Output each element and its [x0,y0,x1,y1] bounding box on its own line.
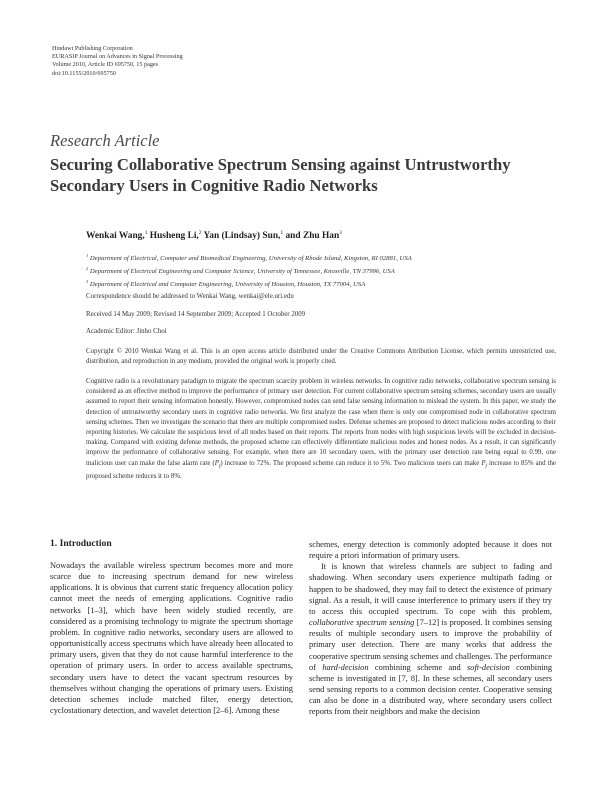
paragraph-text: It is known that wireless channels are subject to fading and shadowing. When secondary users experience multipath fading or happen to be shadowed, they may fail to detect the existence of primary signal. As a result, it will cause interference to primary users if they try to access this occupied spectrum. To cope with this problem, [309,562,552,616]
author-name: Yan (Lindsay) Sun, [201,231,281,242]
volume-info: Volume 2010, Article ID 695750, 15 pages [52,61,159,69]
affiliation-mark: 2 [86,266,89,272]
math-symbol: P [481,459,486,467]
affiliation [86,277,412,290]
publisher-info [52,45,183,78]
academic-editor: Academic Editor: Jinho Choi [86,328,167,335]
paragraph-text: combining scheme and [368,662,468,672]
affiliation-list [86,251,412,291]
copyright-notice: Copyright © 2010 Wenkai Wang et al. This is an open access article distributed under the Creative Commons Attribution License, which permits unrestricted use, distribution, and reproduction in any medium, provided the original work is properly cited. [86,348,556,365]
body-column-right [309,539,552,718]
author-list [86,230,342,241]
author-affil-mark: 1 [144,230,148,236]
paragraph [309,561,552,717]
affiliation-text: Department of Electrical, Computer and Biomedical Engineering, University of Rhode Island, Kingston, RI 02881, USA [88,255,412,263]
abstract-text: Cognitive radio is a revolutionary paradigm to migrate the spectrum scarcity problem in wireless networks. In cognitive radio networks, collaborative spectrum sensing is considered as an effective method to improve the performance of primary user detection. For current collaborative spectrum sensing schemes, secondary users are usually assumed to report their sensing information honestly. However, compromised nodes can send false sensing information to mislead the system. In this paper, we study the detection of untrustworthy secondary users in cognitive radio networks. We first analyze the case when there is only one compromised node in collaborative spectrum sensing schemes. Then we investigate the scenario that there are multiple compromised nodes. Defense schemes are proposed to detect malicious nodes according to their reporting histories. We calculate the suspicious level of all nodes based on their reports. The reports from nodes with high suspicious levels will be excluded in decision-making. Compared with existing defense methods, the proposed scheme can effectively differentiate malicious nodes and honest nodes. As a result, it can significantly improve the performance of collaborative sensing. For example, when there are 10 secondary users, with the primary user detection rate being equal to 0.99, one malicious user can make the false alarm rate ( [86,378,556,467]
affiliation-mark: 3 [86,279,89,285]
abstract [86,377,556,482]
author-name: Wenkai Wang, [86,231,145,242]
abstract-text: increase to 85% and the proposed scheme reduces it to 8%. [86,459,556,481]
paragraph: Nowadays the available wireless spectrum becomes more and more scarce due to increasing spectrum demand for new wireless applications. It is obvious that current static frequency allocation policy cannot meet the needs of emerging applications. Cognitive radio networks [1–3], which have been widely studied recently, are considered as a promising technology to migrate the spectrum shortage problem. In cognitive radio networks, secondary users are allowed to opportunistically access spectrums which have already been allocated to primary users, given that they do not cause harmful interference to the operation of primary users. In order to access available spectrums, secondary users have to detect the vacant spectrum resources by themselves without changing the operations of primary users. Existing detection schemes include matched filter, energy detection, cyclostationary detection, and wavelet detection [2–6]. Among these [50,561,293,716]
paragraph: schemes, energy detection is commonly adopted because it does not require a priori information of primary users. [309,540,552,561]
journal-name: EURASIP Journal on Advances in Signal Processing [52,53,183,61]
correspondence: Correspondence should be addressed to Wenkai Wang, wenkai@ele.uri.edu [86,293,294,300]
doi[interactable]: doi:10.1155/2010/695750 [52,69,116,77]
paragraph-text: [7–12] is proposed. It combines sensing results of multiple secondary users to improve the probability of primary user detection. There are many works that address the cooperative spectrum sensing schemes and challenges. The performance of [309,618,552,672]
author-name: and Zhu Han [283,231,340,242]
paper-title: Securing Collaborative Spectrum Sensing against Untrustworthy Secondary Users in Cognitive Radio Networks [50,155,511,195]
abstract-text: ) increase to 72%. The proposed scheme can reduce it to 5%. Two malicious users can make [220,459,482,467]
affiliation-mark: 1 [86,253,89,258]
paragraph-text: combining scheme is investigated in [7, 8]. In these schemes, all secondary users send sensing reports to a common decision center. Cooperative sensing can also be done in a distributed way, where secondary users collect reports from their neighbors and make the decision [309,662,553,717]
affiliation [86,264,412,277]
affiliation [86,251,412,264]
received-dates: Received 14 May 2009; Revised 14 September 2009; Accepted 1 October 2009 [86,311,306,318]
math-subscript: f [218,464,221,469]
author-name: Husheng Li, [147,231,199,242]
affiliation-text: Department of Electrical and Computer Engineering, University of Houston, Houston, TX 77004, USA [88,281,366,289]
affiliation-text: Department of Electrical Engineering and Computer Science, University of Tennessee, Knoxville, TN 37996, USA [88,268,395,276]
body-column-left [50,560,293,716]
author-affil-mark: 1 [280,230,284,236]
emphasis-term: soft-decision [467,662,510,672]
math-symbol: P [214,459,219,467]
math-subscript: f [485,464,487,469]
section-heading: 1. Introduction [50,538,112,549]
author-affil-mark: 2 [198,230,202,236]
publisher-name: Hindawi Publishing Corporation [52,45,133,52]
author-affil-mark: 3 [339,230,342,236]
emphasis-term: hard-decision [322,662,369,672]
article-type: Research Article [50,131,160,150]
emphasis-term: collaborative spectrum sensing [309,618,415,628]
